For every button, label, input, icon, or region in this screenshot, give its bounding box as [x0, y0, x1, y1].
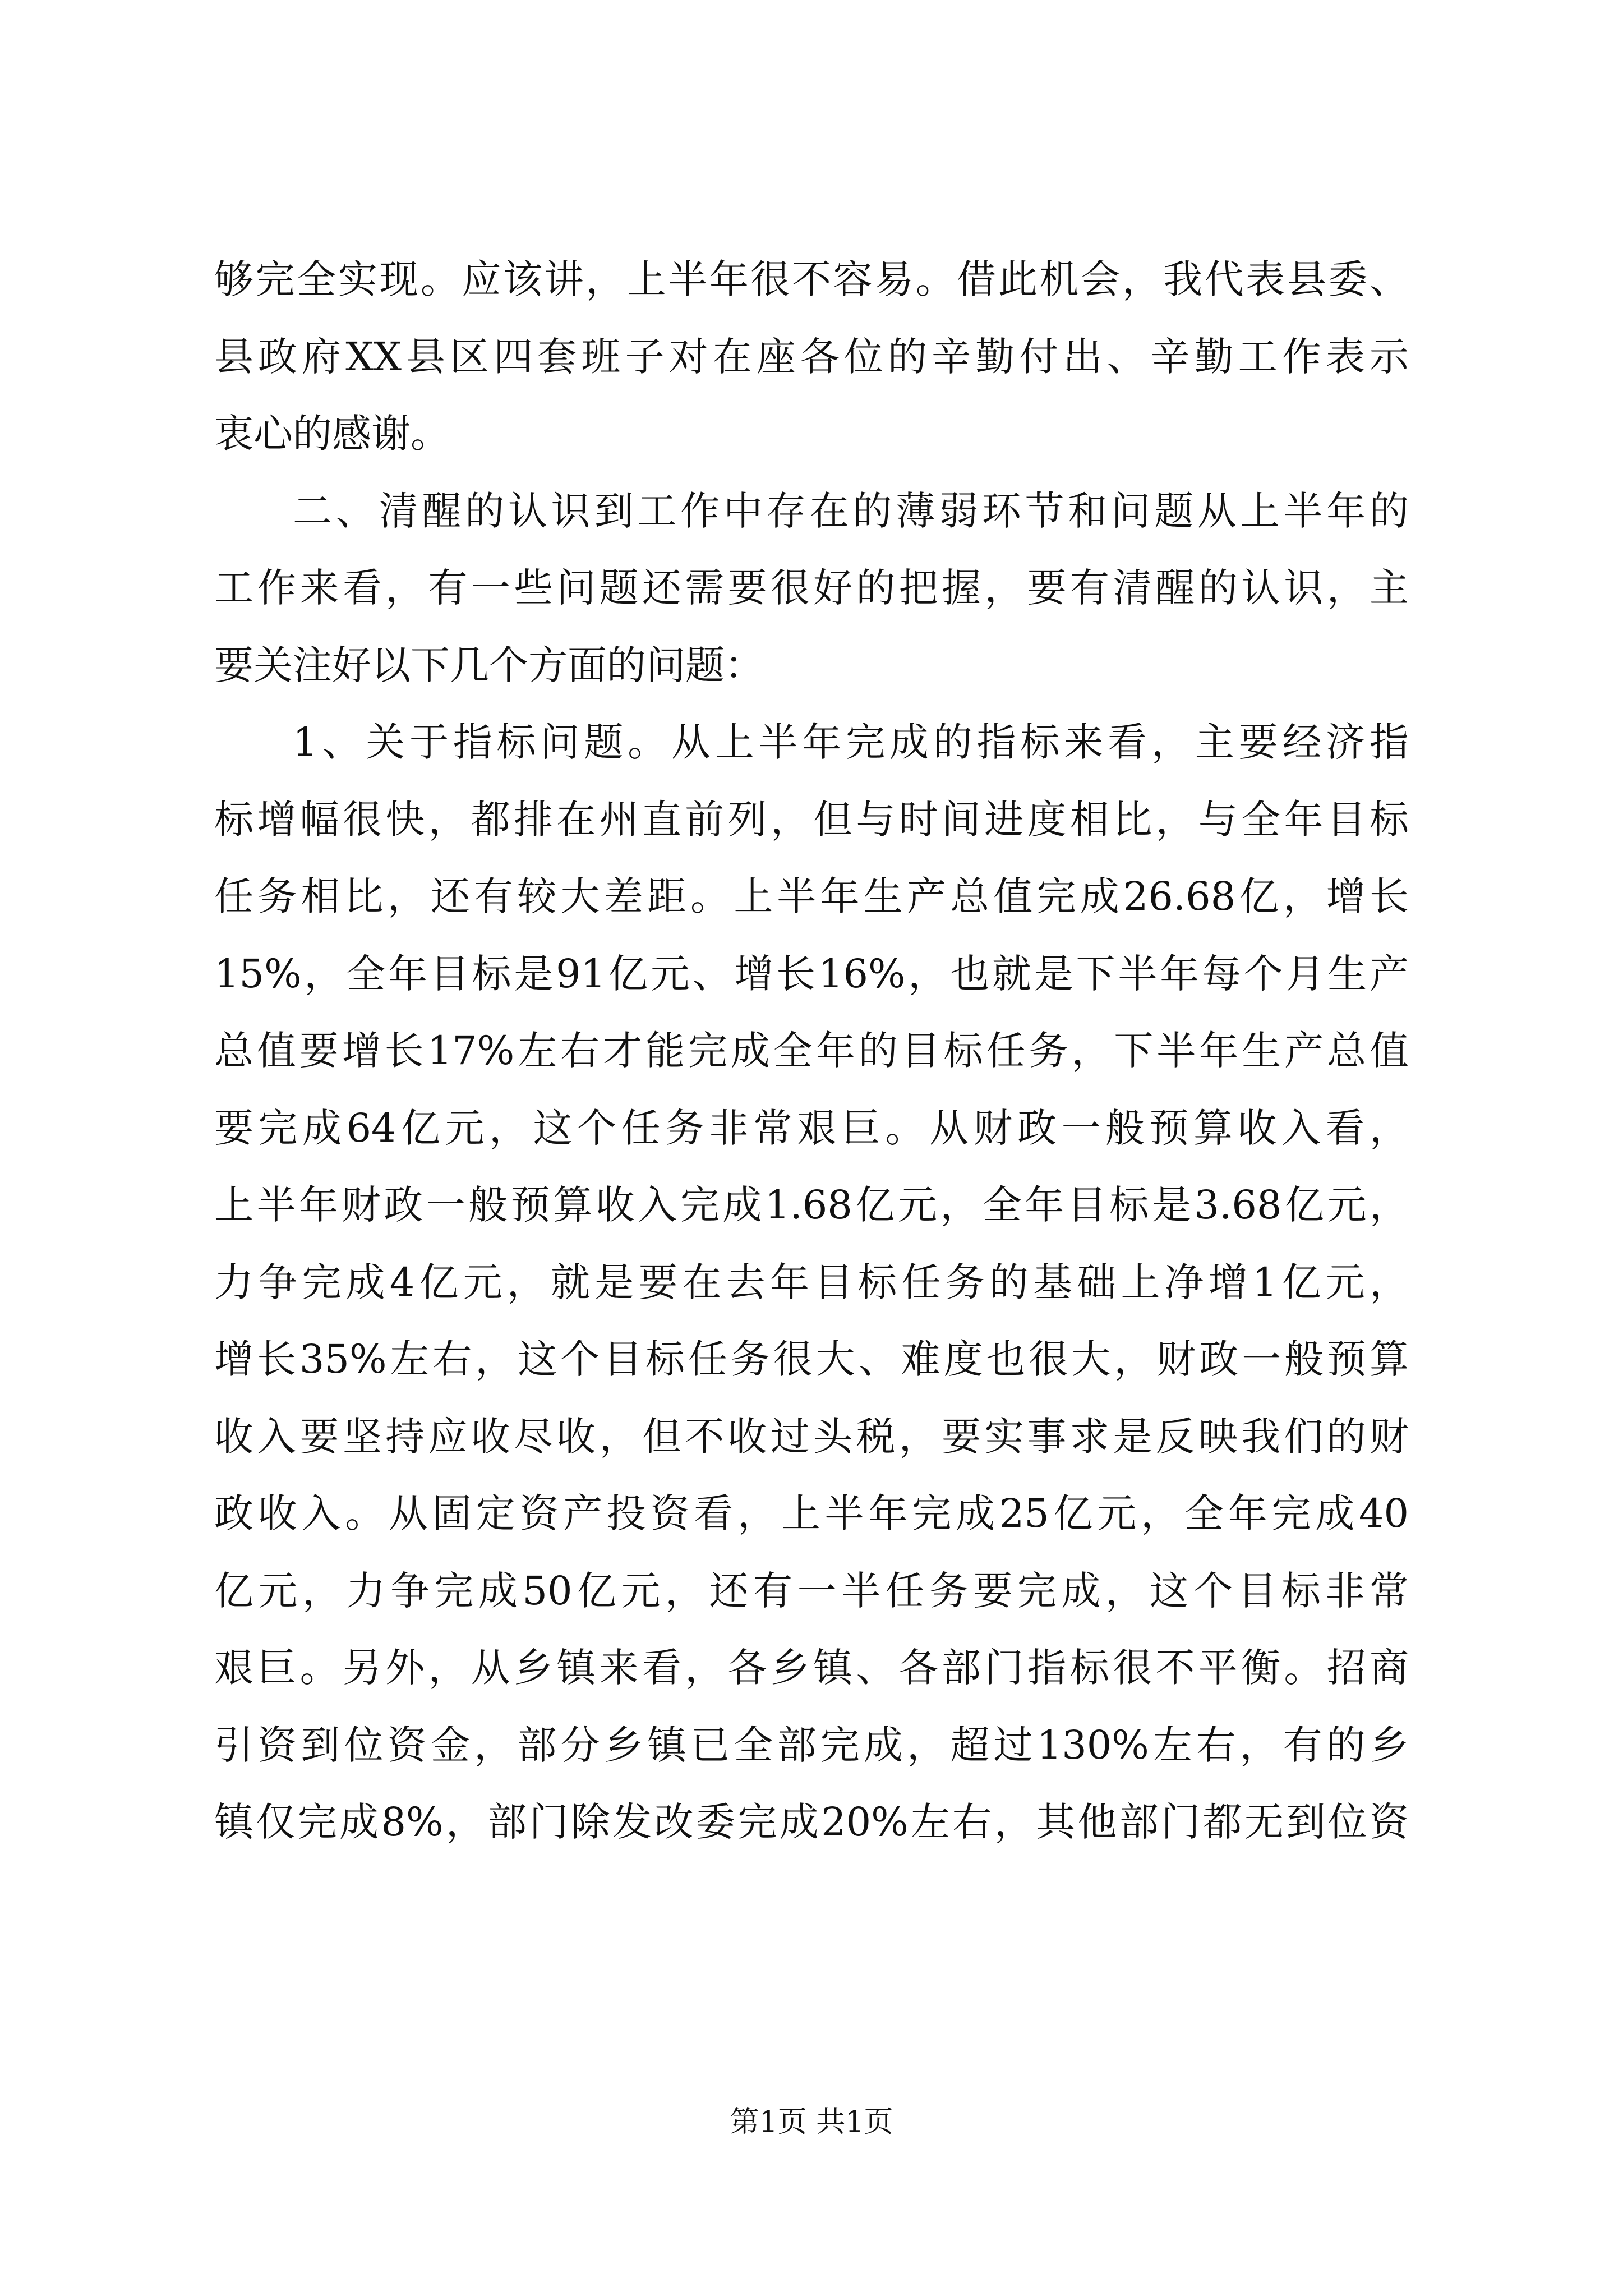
paragraph-line: 力争完成4亿元，就是要在去年目标任务的基础上净增1亿元，	[214, 1259, 1409, 1305]
paragraph-line: 政收入。从固定资产投资看，上半年完成25亿元，全年完成40	[214, 1490, 1409, 1536]
paragraph-line: 衷心的感谢。	[214, 411, 450, 457]
paragraph-line: 15%，全年目标是91亿元、增长16%，也就是下半年每个月生产	[214, 950, 1409, 997]
paragraph-line: 任务相比，还有较大差距。上半年生产总值完成26.68亿，增长	[214, 873, 1409, 919]
paragraph-line: 够完全实现。应该讲，上半年很不容易。借此机会，我代表县委、	[214, 256, 1409, 302]
paragraph-line: 收入要坚持应收尽收，但不收过头税，要实事求是反映我们的财	[214, 1413, 1409, 1460]
paragraph-line: 要完成64亿元，这个任务非常艰巨。从财政一般预算收入看，	[214, 1105, 1409, 1151]
paragraph-line: 亿元，力争完成50亿元，还有一半任务要完成，这个目标非常	[214, 1567, 1409, 1614]
paragraph-line: 标增幅很快，都排在州直前列，但与时间进度相比，与全年目标	[214, 796, 1409, 843]
paragraph-line: 1、关于指标问题。从上半年完成的指标来看，主要经济指	[293, 719, 1409, 765]
paragraph-line: 工作来看，有一些问题还需要很好的把握，要有清醒的认识，主	[214, 565, 1409, 611]
page-footer: 第1页 共1页	[730, 2105, 893, 2139]
paragraph-line: 增长35%左右，这个目标任务很大、难度也很大，财政一般预算	[214, 1336, 1409, 1382]
paragraph-line: 艰巨。另外，从乡镇来看，各乡镇、各部门指标很不平衡。招商	[214, 1645, 1409, 1691]
paragraph-line: 引资到位资金，部分乡镇已全部完成，超过130%左右，有的乡	[214, 1722, 1409, 1768]
paragraph-line: 上半年财政一般预算收入完成1.68亿元，全年目标是3.68亿元，	[214, 1182, 1409, 1228]
paragraph-line: 县政府XX县区四套班子对在座各位的辛勤付出、辛勤工作表示	[214, 333, 1409, 380]
paragraph-line: 镇仅完成8%，部门除发改委完成20%左右，其他部门都无到位资	[214, 1799, 1409, 1845]
paragraph-line: 总值要增长17%左右才能完成全年的目标任务，下半年生产总值	[214, 1028, 1409, 1074]
paragraph-line: 二、清醒的认识到工作中存在的薄弱环节和问题从上半年的	[293, 487, 1409, 534]
document-body	[214, 241, 1409, 1861]
paragraph-line: 要关注好以下几个方面的问题：	[214, 642, 764, 688]
